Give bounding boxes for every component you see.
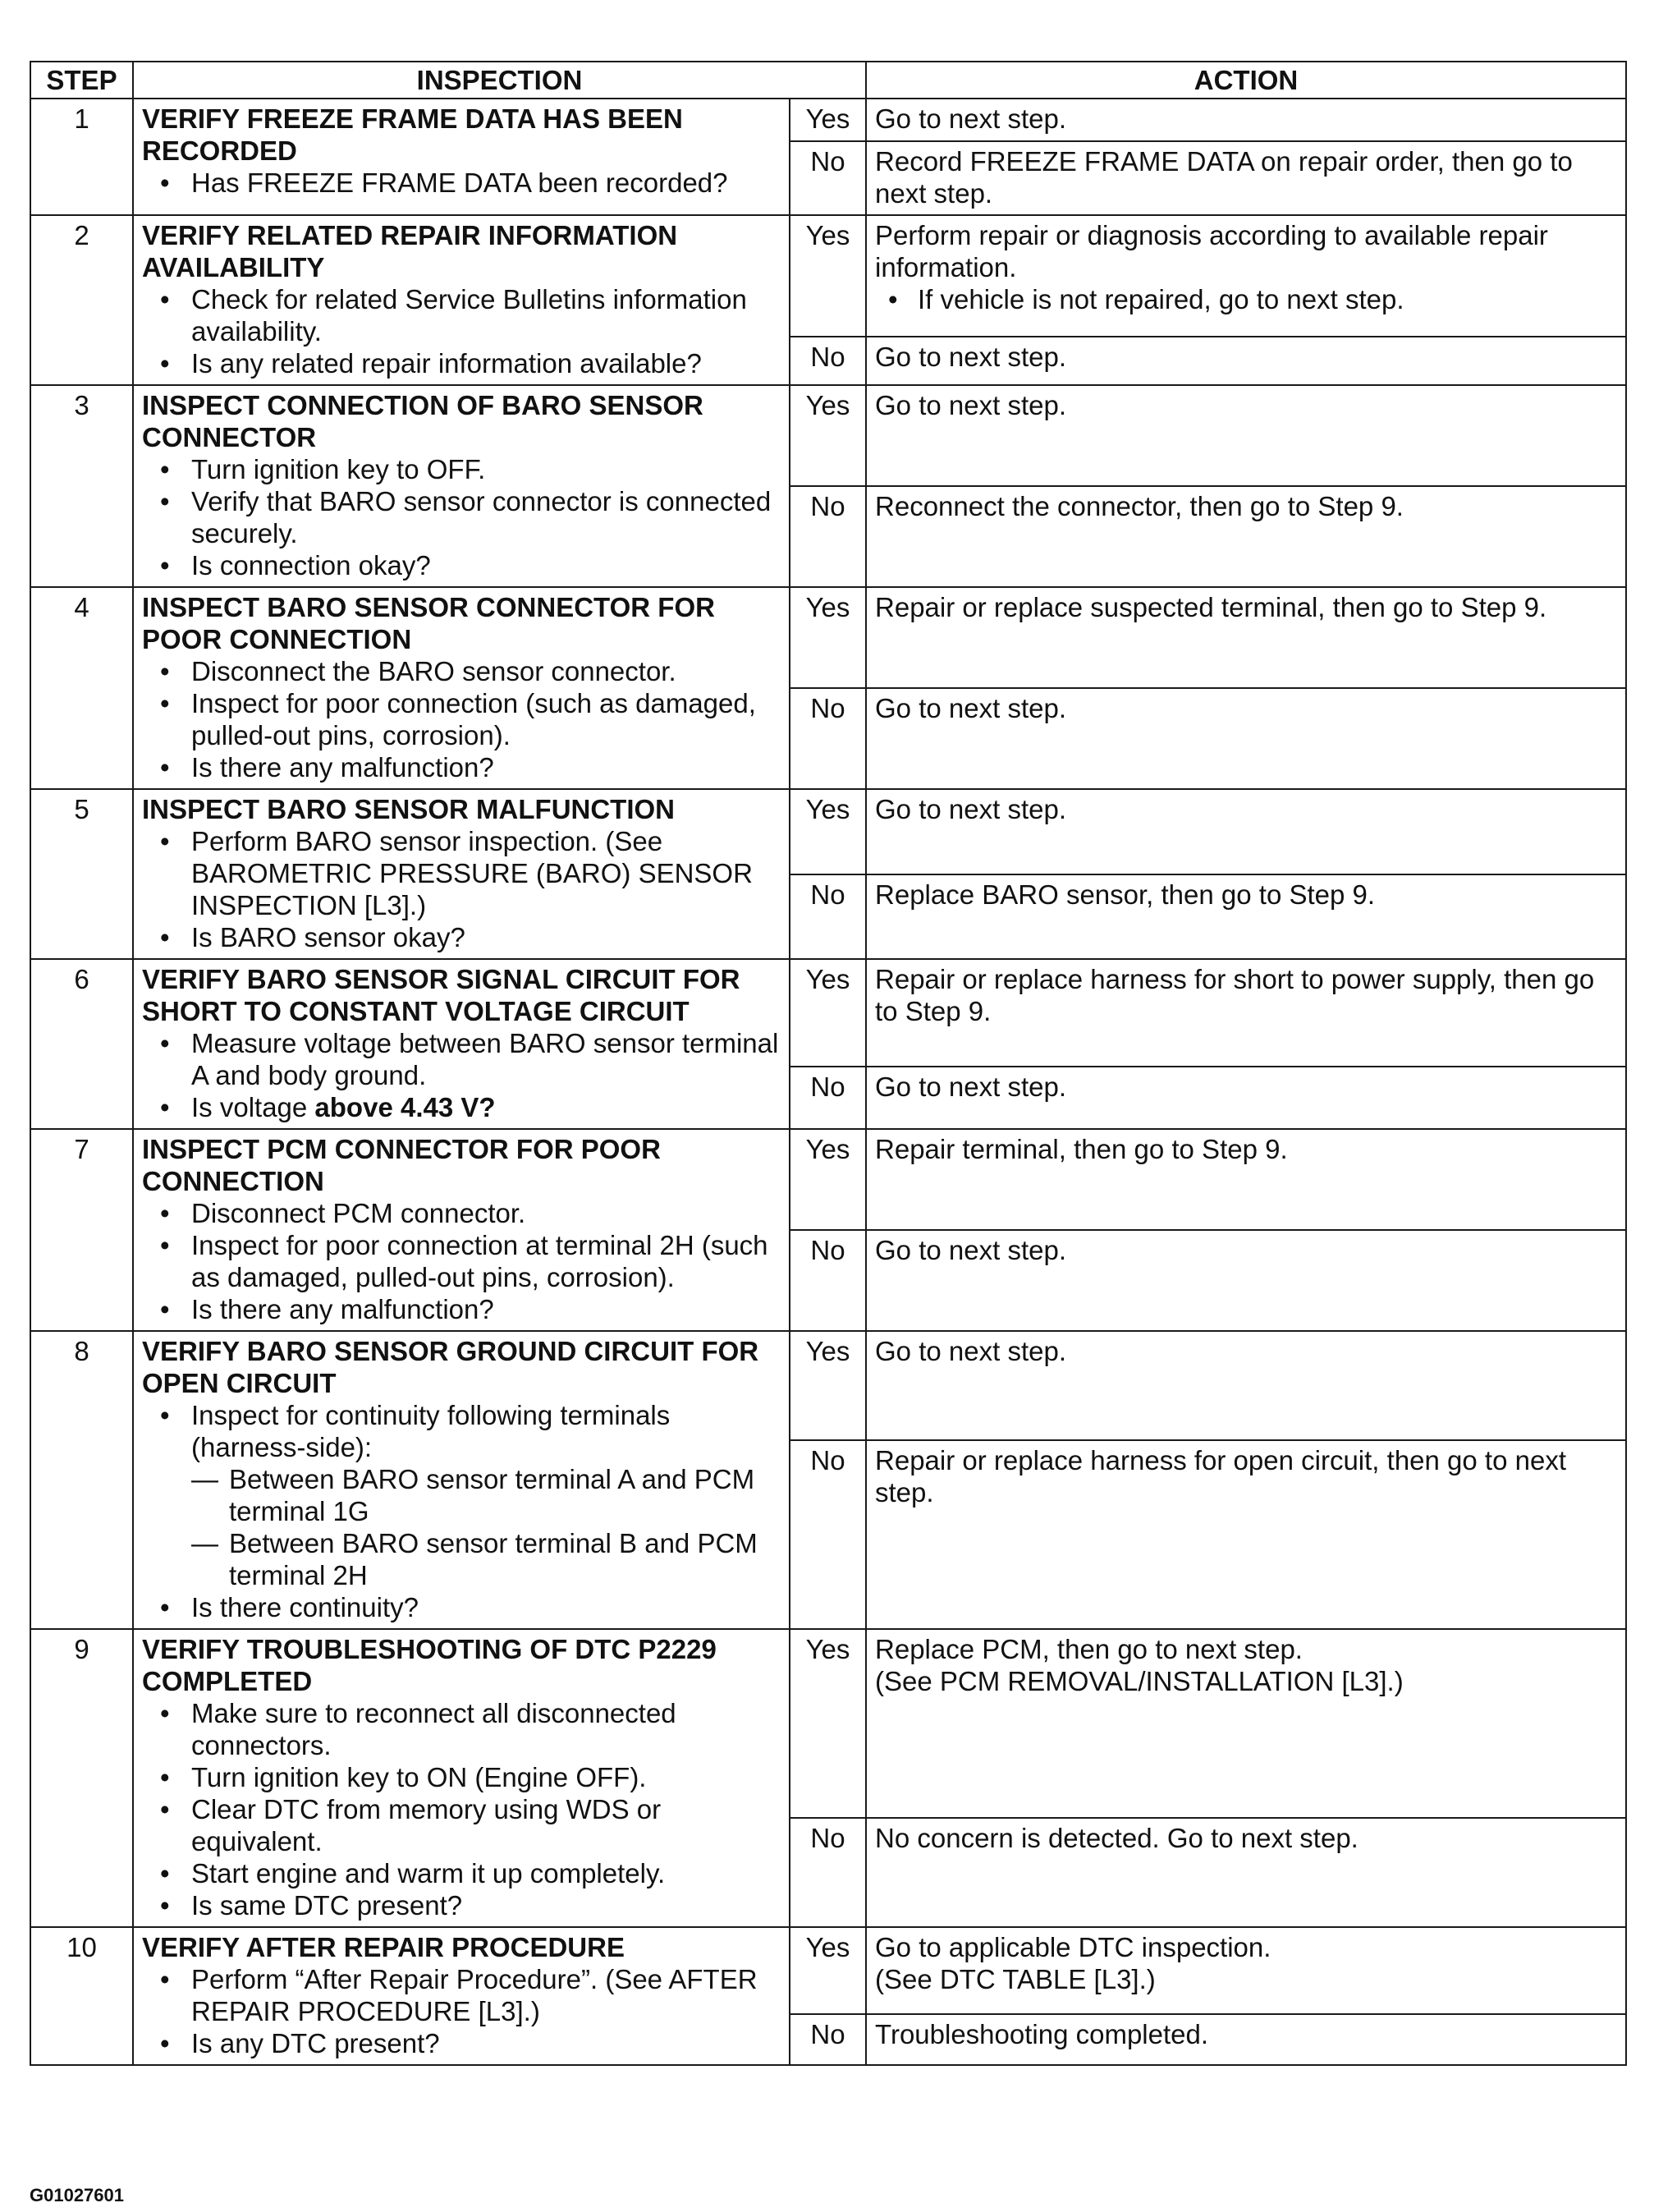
table-row: [30, 1629, 1626, 1818]
inspection-cell: [133, 1629, 790, 1927]
list-item: • Is any related repair information available?: [142, 347, 781, 379]
step-number: 1: [30, 99, 133, 215]
no-label: No: [790, 874, 866, 960]
table-row: [30, 1129, 1626, 1230]
step-number: 10: [30, 1927, 133, 2065]
inspection-cell: [133, 99, 790, 215]
no-label: No: [790, 1067, 866, 1129]
inspection-list: [142, 283, 781, 379]
inspection-title: VERIFY RELATED REPAIR INFORMATION AVAILABILITY: [142, 220, 678, 282]
inspection-title: INSPECT BARO SENSOR MALFUNCTION: [142, 794, 676, 824]
yes-label: Yes: [790, 587, 866, 688]
no-label: No: [790, 2014, 866, 2065]
list-item: • Perform “After Repair Procedure”. (See AFTER REPAIR PROCEDURE [L3].): [142, 1963, 781, 2027]
voltage-question: Is voltage: [191, 1092, 315, 1122]
list-item: • Perform BARO sensor inspection. (See BAROMETRIC PRESSURE (BARO) SENSOR INSPECTION [L3].): [142, 825, 781, 921]
step-number: 7: [30, 1129, 133, 1331]
yes-label: Yes: [790, 959, 866, 1067]
table-body: [30, 99, 1626, 2065]
inspection-title: INSPECT PCM CONNECTOR FOR POOR CONNECTION: [142, 1134, 661, 1196]
yes-action: Perform repair or diagnosis according to available repair information.: [875, 220, 1548, 282]
step-number: 5: [30, 789, 133, 959]
dash: —: [191, 1464, 218, 1494]
yes-action-cell: [866, 1629, 1626, 1818]
list-item: • Is connection okay?: [142, 549, 781, 581]
voltage-threshold: above 4.43 V?: [314, 1092, 496, 1122]
list-item: [142, 1091, 781, 1123]
step-number: 3: [30, 385, 133, 587]
no-label: No: [790, 337, 866, 385]
no-label: No: [790, 688, 866, 789]
yes-action: Go to applicable DTC inspection.: [875, 1932, 1271, 1962]
table-header-row: [30, 62, 1626, 99]
inspection-title: INSPECT BARO SENSOR CONNECTOR FOR POOR CONNECTION: [142, 592, 715, 654]
inspection-cell: [133, 959, 790, 1129]
list-item: • Measure voltage between BARO sensor terminal A and body ground.: [142, 1027, 781, 1091]
no-label: No: [790, 141, 866, 215]
no-action: Go to next step.: [866, 1230, 1626, 1331]
list-item: • Is there any malfunction?: [142, 751, 781, 783]
no-label: No: [790, 1440, 866, 1629]
table-row: [30, 959, 1626, 1067]
yes-action: Replace PCM, then go to next step.: [875, 1634, 1303, 1664]
list-item: • Is BARO sensor okay?: [142, 921, 781, 953]
yes-action: Repair or replace suspected terminal, then go to Step 9.: [866, 587, 1626, 688]
no-label: No: [790, 1230, 866, 1331]
list-item: • Disconnect PCM connector.: [142, 1197, 781, 1229]
table-row: [30, 215, 1626, 337]
yes-label: Yes: [790, 385, 866, 486]
yes-label: Yes: [790, 215, 866, 337]
inspection-title: INSPECT CONNECTION OF BARO SENSOR CONNECTOR: [142, 390, 703, 452]
inspection-list: [142, 1399, 781, 1623]
list-item: • Is same DTC present?: [142, 1889, 781, 1921]
terminal-pair: Between BARO sensor terminal A and PCM terminal 1G: [229, 1464, 755, 1526]
inspection-title: VERIFY AFTER REPAIR PROCEDURE: [142, 1932, 625, 1962]
inspection-cell: [133, 1129, 790, 1331]
yes-label: Yes: [790, 789, 866, 874]
no-action: Go to next step.: [866, 1067, 1626, 1129]
yes-action-reference: (See PCM REMOVAL/INSTALLATION [L3].): [875, 1666, 1404, 1696]
yes-label: Yes: [790, 1129, 866, 1230]
yes-action-cell: [866, 1927, 1626, 2014]
yes-action: Go to next step.: [866, 1331, 1626, 1440]
yes-action-note-text: If vehicle is not repaired, go to next step.: [918, 284, 1404, 314]
list-item: • Turn ignition key to OFF.: [142, 453, 781, 485]
no-label: No: [790, 1818, 866, 1927]
diagnostic-procedure-page: [30, 61, 1625, 2066]
yes-action-reference: (See DTC TABLE [L3].): [875, 1964, 1156, 1994]
bullet: •: [888, 284, 898, 314]
no-action: Reconnect the connector, then go to Step 9.: [866, 486, 1626, 587]
list-item: • Make sure to reconnect all disconnected connectors.: [142, 1697, 781, 1761]
list-item: • Is there continuity?: [142, 1591, 781, 1623]
no-action: Replace BARO sensor, then go to Step 9.: [866, 874, 1626, 960]
no-action: Record FREEZE FRAME DATA on repair order, then go to next step.: [866, 141, 1626, 215]
no-action: Repair or replace harness for open circuit, then go to next step.: [866, 1440, 1626, 1629]
action-column-header: ACTION: [866, 62, 1626, 99]
terminal-pair-list: [191, 1463, 781, 1591]
figure-code: G01027601: [30, 2185, 124, 2205]
list-item: • Has FREEZE FRAME DATA been recorded?: [142, 167, 781, 199]
inspection-cell: [133, 1331, 790, 1629]
list-item: • Is any DTC present?: [142, 2027, 781, 2059]
table-row: [30, 1331, 1626, 1440]
table-row: [30, 99, 1626, 141]
inspection-cell: [133, 587, 790, 789]
yes-label: Yes: [790, 99, 866, 141]
inspection-cell: [133, 215, 790, 385]
yes-action-note: [875, 283, 1617, 315]
inspection-list: [142, 1197, 781, 1325]
list-item: • Start engine and warm it up completely.: [142, 1857, 781, 1889]
inspection-title: VERIFY BARO SENSOR GROUND CIRCUIT FOR OPEN CIRCUIT: [142, 1336, 759, 1398]
yes-action: Repair or replace harness for short to power supply, then go to Step 9.: [866, 959, 1626, 1067]
terminal-pair: Between BARO sensor terminal B and PCM terminal 2H: [229, 1528, 758, 1590]
list-item: • Verify that BARO sensor connector is connected securely.: [142, 485, 781, 549]
step-column-header: STEP: [30, 62, 133, 99]
list-item: [191, 1463, 781, 1527]
step-number: 2: [30, 215, 133, 385]
no-action: Go to next step.: [866, 337, 1626, 385]
list-item: • Inspect for poor connection (such as damaged, pulled-out pins, corrosion).: [142, 687, 781, 751]
dash: —: [191, 1528, 218, 1558]
step-number: 8: [30, 1331, 133, 1629]
inspection-list: [142, 655, 781, 783]
table-row: [30, 1927, 1626, 2014]
yes-action: Go to next step.: [866, 99, 1626, 141]
list-item: • Disconnect the BARO sensor connector.: [142, 655, 781, 687]
no-action: No concern is detected. Go to next step.: [866, 1818, 1626, 1927]
step-number: 9: [30, 1629, 133, 1927]
inspection-title: VERIFY BARO SENSOR SIGNAL CIRCUIT FOR SHORT TO CONSTANT VOLTAGE CIRCUIT: [142, 964, 740, 1026]
list-item: • Clear DTC from memory using WDS or equivalent.: [142, 1793, 781, 1857]
inspection-list: [142, 1697, 781, 1921]
continuity-instruction: Inspect for continuity following terminals (harness-side):: [191, 1400, 671, 1462]
inspection-cell: [133, 1927, 790, 2065]
table-row: [30, 789, 1626, 874]
inspection-title: VERIFY FREEZE FRAME DATA HAS BEEN RECORDED: [142, 103, 683, 166]
no-action: Troubleshooting completed.: [866, 2014, 1626, 2065]
list-item: [142, 1399, 781, 1591]
inspection-list: [142, 453, 781, 581]
table-row: [30, 385, 1626, 486]
list-item: • Inspect for poor connection at terminal 2H (such as damaged, pulled-out pins, corrosion).: [142, 1229, 781, 1293]
table-row: [30, 587, 1626, 688]
no-label: No: [790, 486, 866, 587]
inspection-cell: [133, 789, 790, 959]
list-item: • Turn ignition key to ON (Engine OFF).: [142, 1761, 781, 1793]
yes-label: Yes: [790, 1629, 866, 1818]
inspection-list: [142, 1963, 781, 2059]
inspection-cell: [133, 385, 790, 587]
inspection-list: [142, 167, 781, 199]
yes-action: Go to next step.: [866, 385, 1626, 486]
inspection-title: VERIFY TROUBLESHOOTING OF DTC P2229 COMPLETED: [142, 1634, 717, 1696]
yes-action: Go to next step.: [866, 789, 1626, 874]
list-item: [191, 1527, 781, 1591]
list-item: • Is there any malfunction?: [142, 1293, 781, 1325]
inspection-list: [142, 1027, 781, 1123]
inspection-list: [142, 825, 781, 953]
yes-action: Repair terminal, then go to Step 9.: [866, 1129, 1626, 1230]
inspection-column-header: INSPECTION: [133, 62, 866, 99]
step-number: 6: [30, 959, 133, 1129]
yes-action-cell: [866, 215, 1626, 337]
yes-label: Yes: [790, 1331, 866, 1440]
no-action: Go to next step.: [866, 688, 1626, 789]
diagnostic-table: [30, 61, 1627, 2066]
yes-label: Yes: [790, 1927, 866, 2014]
list-item: • Check for related Service Bulletins information availability.: [142, 283, 781, 347]
step-number: 4: [30, 587, 133, 789]
